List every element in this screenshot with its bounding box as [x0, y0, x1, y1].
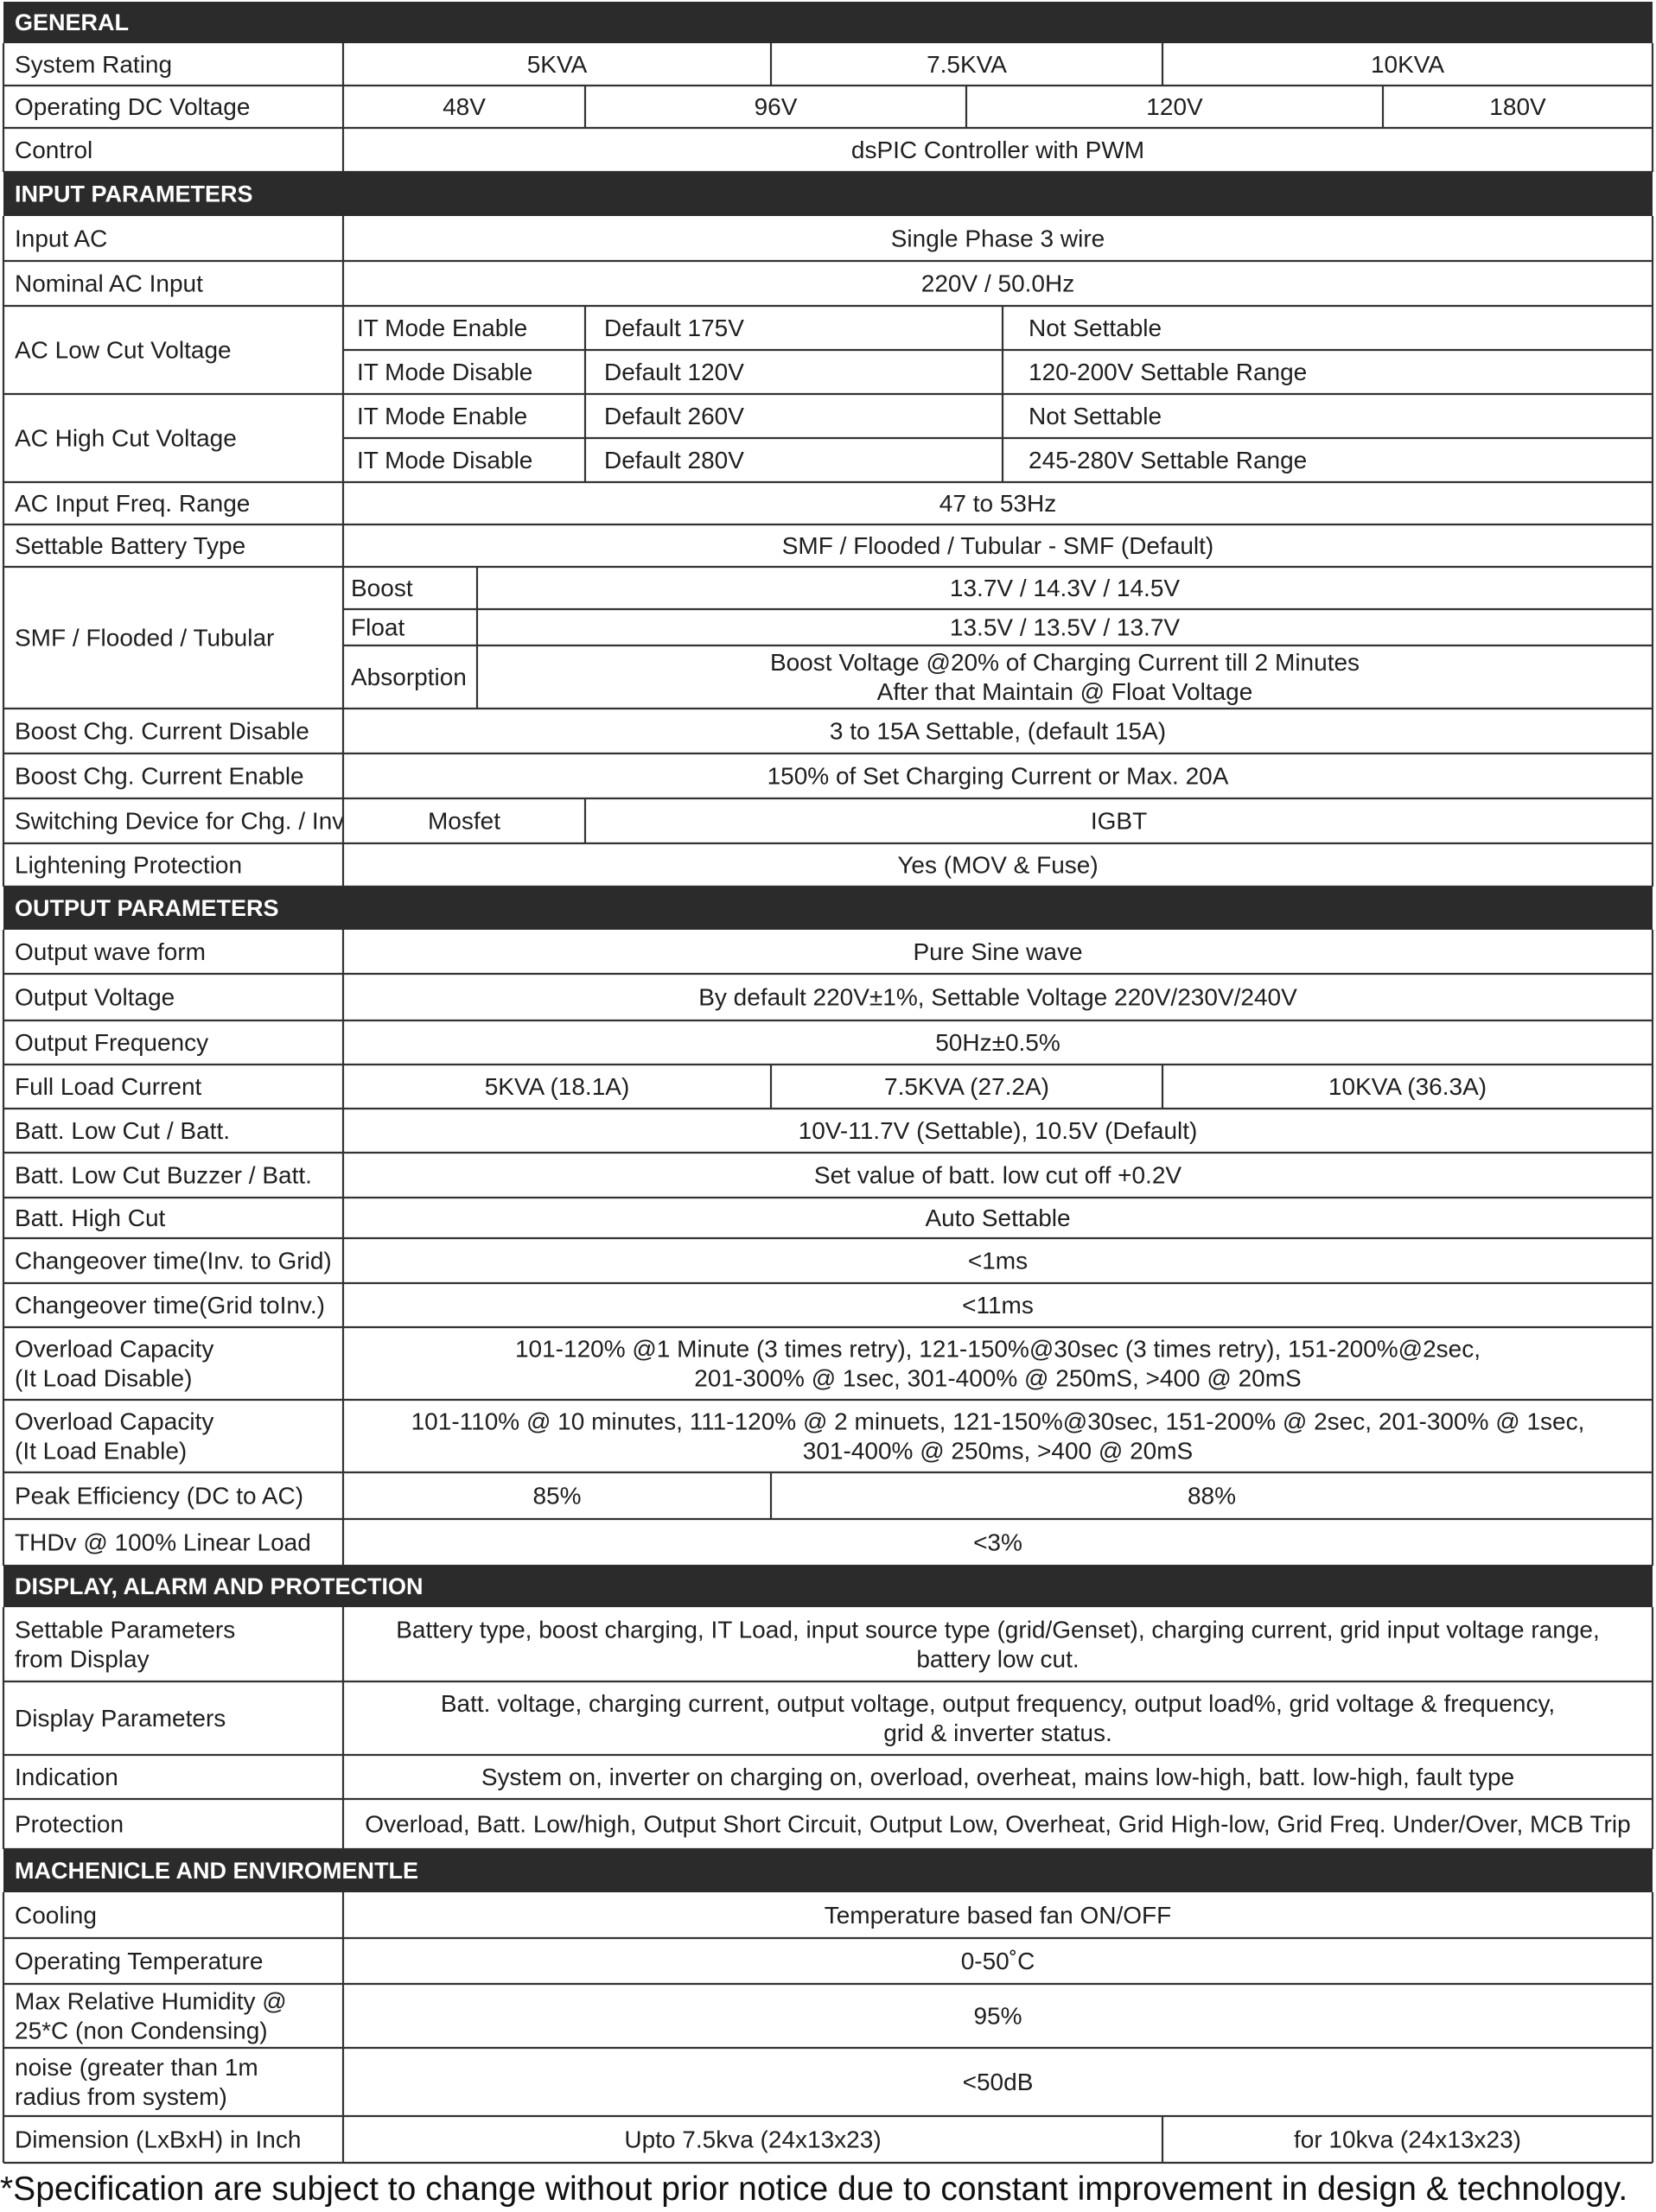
default-value: Default 175V — [604, 315, 744, 341]
row-label: (It Load Disable) — [15, 1364, 193, 1392]
mode-label: IT Mode Enable — [357, 315, 528, 341]
cell-value: 85% — [532, 1482, 582, 1510]
row-label: Output Voltage — [15, 983, 175, 1011]
row-label: Cooling — [15, 1902, 97, 1929]
charge-value: 13.7V / 14.3V / 14.5V — [949, 575, 1181, 601]
cell-value: Pure Sine wave — [913, 938, 1083, 965]
mode-label: IT Mode Disable — [357, 447, 533, 474]
row-label: Full Load Current — [15, 1073, 202, 1100]
range-value: 245-280V Settable Range — [1029, 447, 1308, 474]
cell-value: Overload, Batt. Low/high, Output Short Circuit, Output Low, Overheat, Grid High-low, Grid Freq. Under/Over, MCB Trip — [365, 1810, 1631, 1838]
cell-value: for 10kva (24x13x23) — [1293, 2126, 1522, 2153]
row-label: Settable Parameters — [15, 1616, 236, 1643]
cell-value: Set value of batt. low cut off +0.2V — [813, 1161, 1182, 1189]
cell-value: IGBT — [1090, 807, 1148, 835]
cell-value: 47 to 53Hz — [939, 490, 1057, 517]
section-title: MACHENICLE AND ENVIROMENTLE — [15, 1858, 419, 1884]
row-label: Overload Capacity — [15, 1408, 214, 1435]
cell-value: 220V / 50.0Hz — [920, 270, 1075, 297]
cell-value: 95% — [973, 2002, 1022, 2030]
cell-value: 120V — [1146, 93, 1203, 120]
cell-value: Auto Settable — [925, 1205, 1071, 1231]
cell-value: Yes (MOV & Fuse) — [897, 851, 1099, 879]
section-title: OUTPUT PARAMETERS — [15, 895, 279, 921]
cell-value: 101-120% @1 Minute (3 times retry), 121-150%@30sec (3 times retry), 151-200%@2sec, — [514, 1335, 1481, 1363]
cell-value: 96V — [754, 93, 798, 120]
section-title: INPUT PARAMETERS — [15, 181, 253, 207]
cell-value: Single Phase 3 wire — [890, 225, 1105, 252]
section-title: DISPLAY, ALARM AND PROTECTION — [15, 1573, 424, 1599]
row-label: Operating DC Voltage — [15, 93, 251, 120]
cell-value: 88% — [1187, 1482, 1237, 1510]
cell-value: Mosfet — [427, 807, 501, 835]
cell-value: Battery type, boost charging, IT Load, input source type (grid/Genset), charging current, grid input voltage range, — [396, 1616, 1600, 1643]
section-header — [3, 2, 1653, 43]
cell-value: dsPIC Controller with PWM — [850, 137, 1145, 163]
row-label: Switching Device for Chg. / Inv — [15, 807, 345, 835]
row-label: AC Input Freq. Range — [15, 490, 251, 517]
range-value: Not Settable — [1029, 315, 1162, 341]
row-label: (It Load Enable) — [15, 1437, 188, 1465]
mode-label: IT Mode Disable — [357, 359, 533, 385]
cell-value: 10V-11.7V (Settable), 10.5V (Default) — [798, 1117, 1198, 1144]
row-label: from Display — [15, 1645, 150, 1673]
row-label: System Rating — [15, 51, 173, 78]
row-label: THDv @ 100% Linear Load — [15, 1529, 311, 1556]
row-label: Batt. High Cut — [15, 1205, 166, 1231]
row-label: Settable Battery Type — [15, 532, 246, 559]
section-title: GENERAL — [15, 10, 130, 35]
charge-value: 13.5V / 13.5V / 13.7V — [949, 613, 1181, 641]
charge-param: Float — [351, 613, 405, 641]
cell-value: 50Hz±0.5% — [935, 1029, 1060, 1056]
row-label: Operating Temperature — [15, 1948, 264, 1974]
cell-value: By default 220V±1%, Settable Voltage 220V/230V/240V — [698, 983, 1297, 1011]
cell-value: 180V — [1489, 93, 1546, 120]
row-label: Boost Chg. Current Disable — [15, 717, 309, 745]
row-label: Control — [15, 137, 93, 163]
row-label: Max Relative Humidity @ — [15, 1987, 287, 2015]
row-label: Changeover time(Grid toInv.) — [15, 1292, 325, 1319]
cell-value: <11ms — [962, 1292, 1034, 1319]
range-value: Not Settable — [1029, 403, 1162, 429]
charge-param: Boost — [351, 575, 413, 601]
row-label: Input AC — [15, 225, 108, 252]
row-label: Changeover time(Inv. to Grid) — [15, 1247, 332, 1274]
default-value: Default 260V — [604, 403, 744, 429]
footnote: *Specification are subject to change without prior notice due to constant improvement in design & technology. — [0, 2171, 1628, 2208]
default-value: Default 120V — [604, 359, 744, 385]
cell-value: 201-300% @ 1sec, 301-400% @ 250mS, >400 @ 20mS — [694, 1364, 1302, 1392]
cell-value: <50dB — [962, 2069, 1034, 2095]
cell-value: battery low cut. — [916, 1645, 1080, 1673]
row-label: Peak Efficiency (DC to AC) — [15, 1482, 304, 1510]
row-label: Batt. Low Cut / Batt. — [15, 1117, 231, 1144]
cell-value: System on, inverter on charging on, overload, overheat, mains low-high, batt. low-high, fault type — [481, 1764, 1515, 1790]
range-value: 120-200V Settable Range — [1029, 359, 1308, 385]
row-label: Dimension (LxBxH) in Inch — [15, 2126, 302, 2153]
row-label: Nominal AC Input — [15, 270, 203, 297]
cell-value: 101-110% @ 10 minutes, 111-120% @ 2 minuets, 121-150%@30sec, 151-200% @ 2sec, 201-300% @ 1sec, — [411, 1408, 1585, 1435]
row-label: Protection — [15, 1810, 124, 1838]
row-label: Output wave form — [15, 938, 206, 965]
row-label: Lightening Protection — [15, 851, 243, 879]
cell-value: SMF / Flooded / Tubular - SMF (Default) — [781, 532, 1214, 559]
cell-value: 48V — [443, 93, 486, 120]
row-label: Indication — [15, 1764, 118, 1790]
cell-value: 301-400% @ 250ms, >400 @ 20mS — [802, 1437, 1194, 1465]
cell-value: <3% — [973, 1529, 1022, 1556]
cell-value: 0-50˚C — [960, 1948, 1035, 1974]
cell-value: 5KVA — [526, 51, 588, 78]
charge-value: Boost Voltage @20% of Charging Current till 2 Minutes — [769, 649, 1360, 676]
cell-value: Upto 7.5kva (24x13x23) — [624, 2126, 882, 2153]
row-label: noise (greater than 1m — [15, 2054, 258, 2081]
cell-value: 7.5KVA (27.2A) — [884, 1073, 1049, 1100]
cell-value: grid & inverter status. — [883, 1719, 1112, 1746]
cell-value: 3 to 15A Settable, (default 15A) — [829, 717, 1167, 745]
row-label: Boost Chg. Current Enable — [15, 762, 304, 790]
cell-value: Batt. voltage, charging current, output voltage, output frequency, output load%, grid voltage & frequency, — [440, 1690, 1556, 1717]
cell-value: 150% of Set Charging Current or Max. 20A — [767, 762, 1229, 790]
cell-value: <1ms — [967, 1247, 1029, 1274]
row-label: SMF / Flooded / Tubular — [15, 624, 275, 652]
cell-value: 10KVA — [1370, 51, 1445, 78]
row-label: AC High Cut Voltage — [15, 424, 237, 452]
row-label: AC Low Cut Voltage — [15, 336, 232, 364]
row-label: Output Frequency — [15, 1029, 209, 1056]
charge-param: Absorption — [351, 664, 467, 690]
cell-value: 5KVA (18.1A) — [484, 1073, 630, 1100]
cell-value: Temperature based fan ON/OFF — [824, 1902, 1172, 1929]
cell-value: 7.5KVA — [927, 51, 1007, 78]
mode-label: IT Mode Enable — [357, 403, 528, 429]
default-value: Default 280V — [604, 447, 744, 474]
cell-value: 10KVA (36.3A) — [1328, 1073, 1487, 1100]
row-label: radius from system) — [15, 2083, 227, 2110]
charge-value: After that Maintain @ Float Voltage — [876, 678, 1253, 705]
row-label: Batt. Low Cut Buzzer / Batt. — [15, 1161, 312, 1189]
row-label: Display Parameters — [15, 1705, 226, 1732]
row-label: 25*C (non Condensing) — [15, 2017, 268, 2044]
row-label: Overload Capacity — [15, 1335, 214, 1363]
